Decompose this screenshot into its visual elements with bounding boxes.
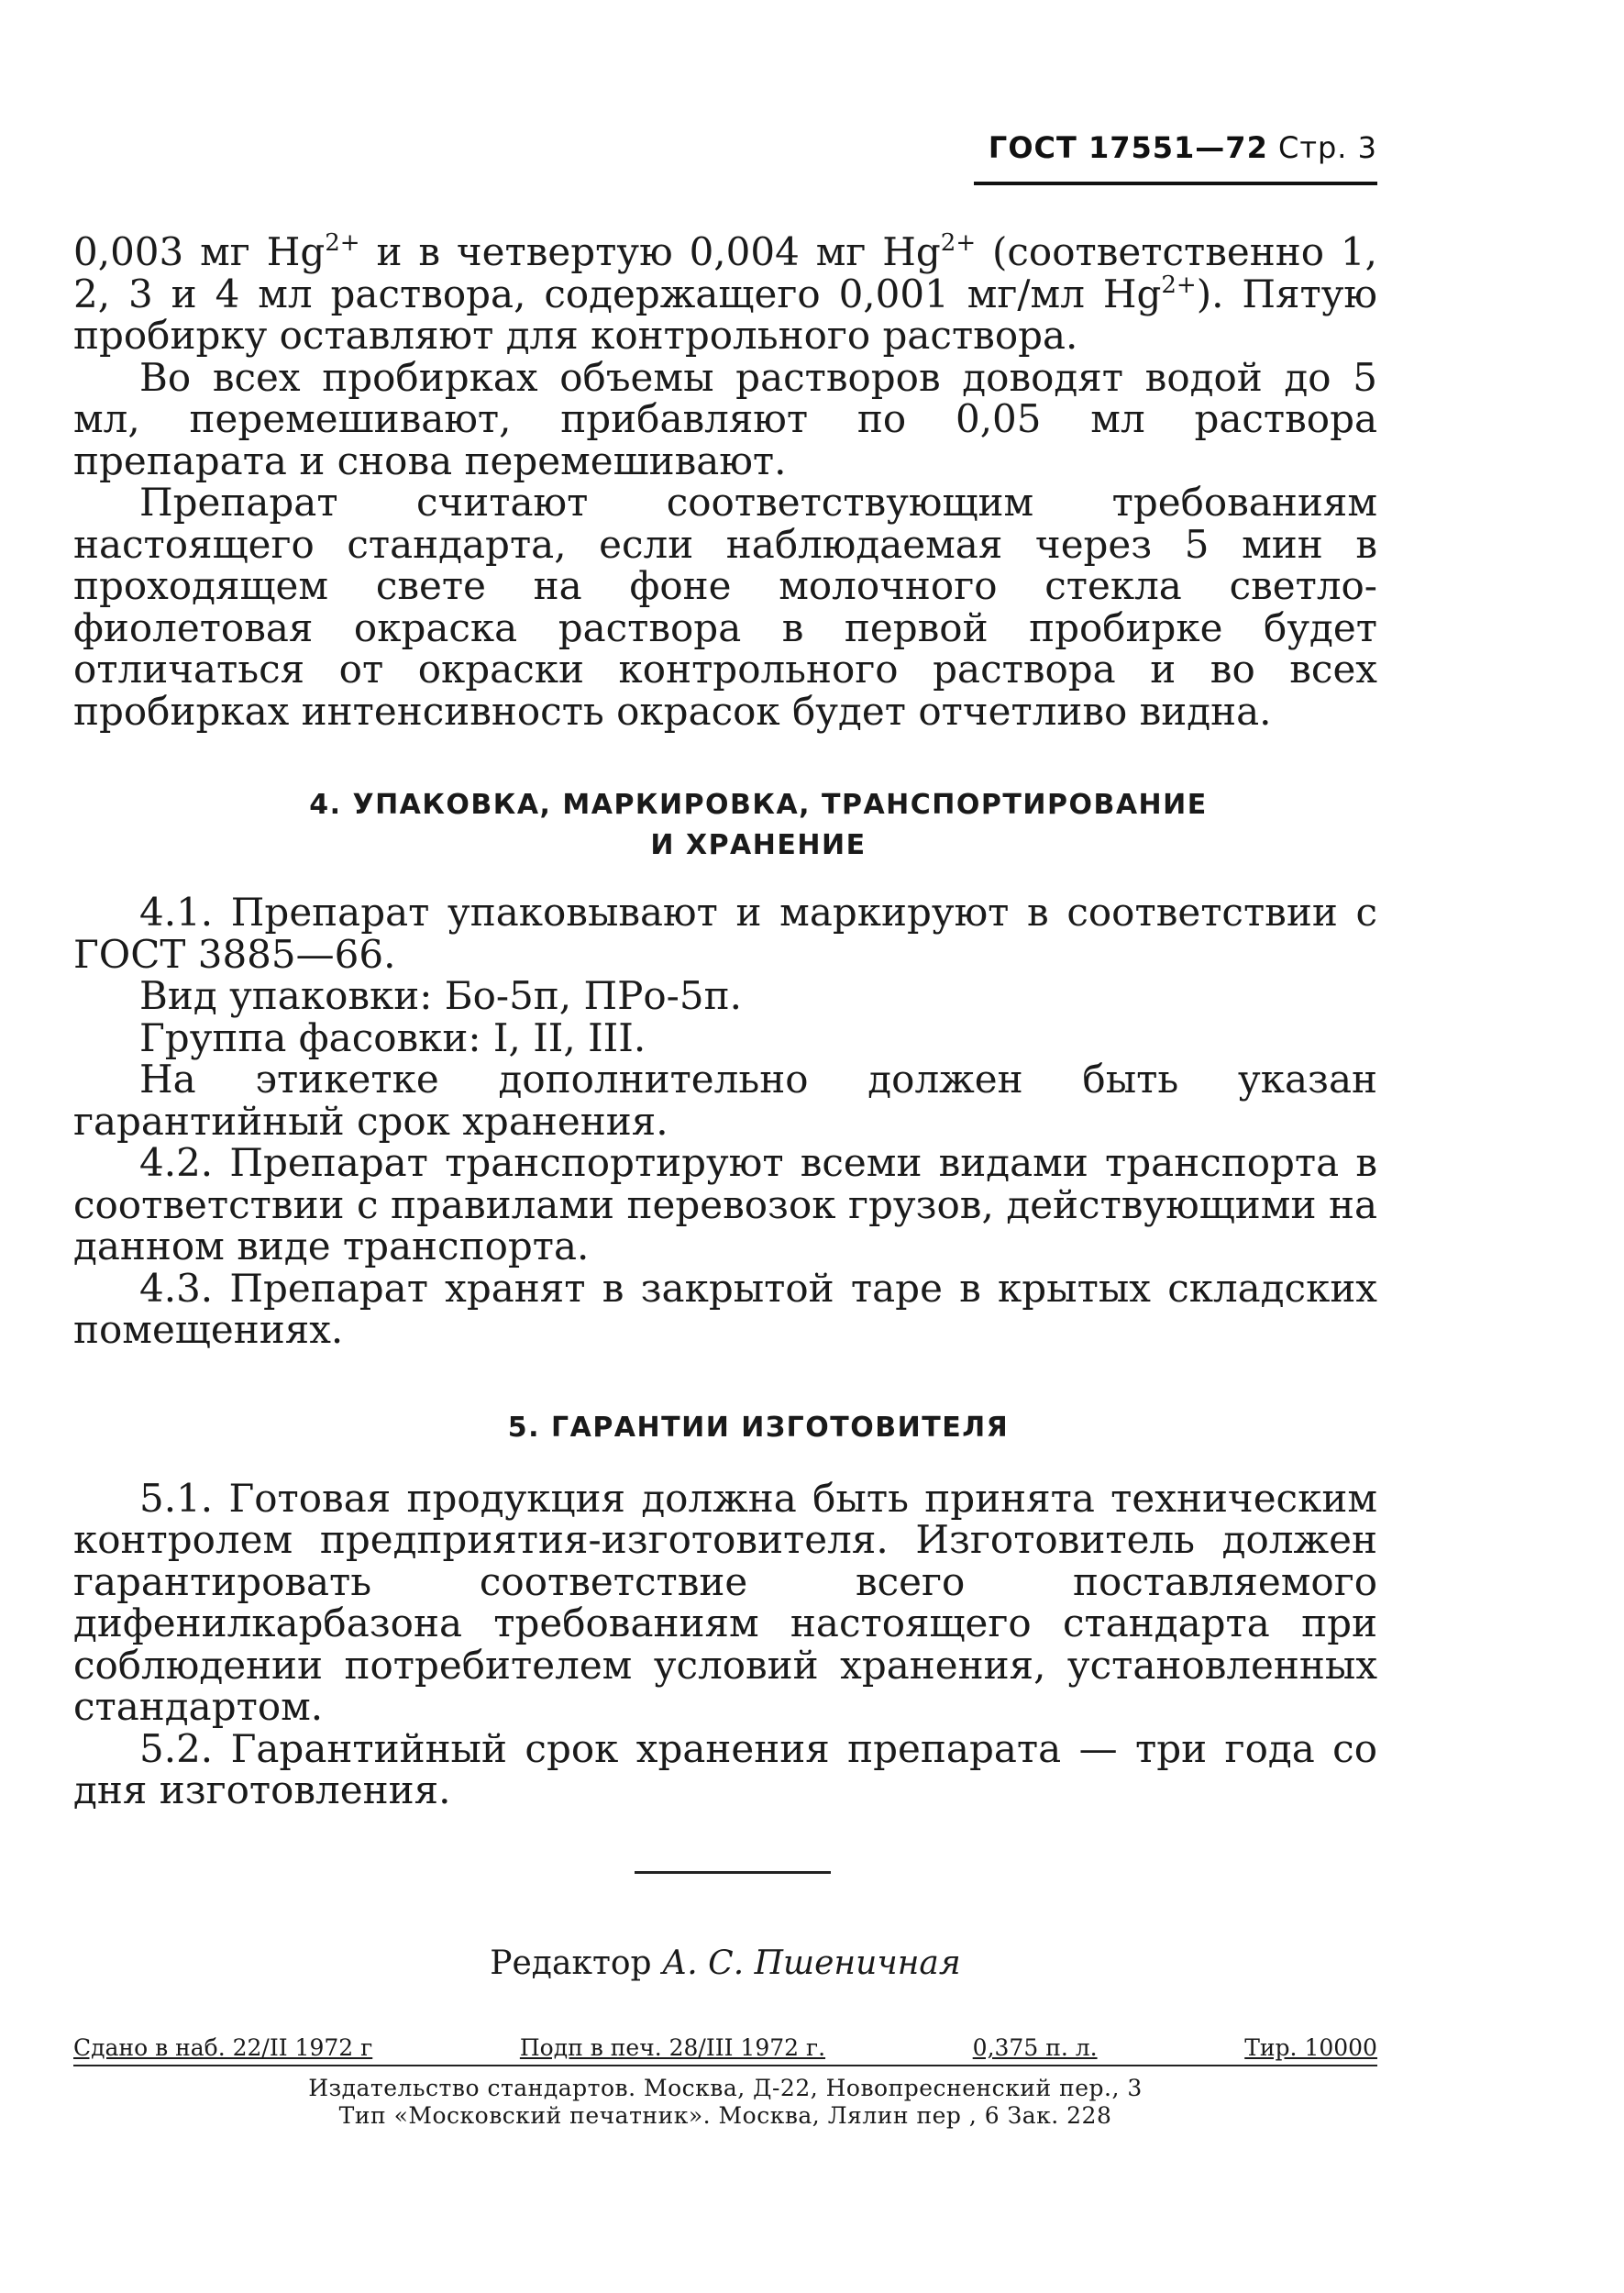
imprint-print-run: Тир. 10000 bbox=[1244, 2034, 1377, 2061]
section-4-paragraph-2: Вид упаковки: Бо-5п, ПРо-5п. bbox=[139, 973, 742, 1018]
section-4-paragraph-6: 4.3. Препарат хранят в закрытой таре в крытых складских помещениях. bbox=[73, 1265, 1377, 1352]
page-header bbox=[974, 130, 1377, 165]
editor-name: А. С. Пшеничная bbox=[662, 1944, 961, 1982]
intro-paragraph-3: Препарат считают соответствующим требованиям настоящего стандарта, если наблюдаемая через 5 мин в проходящем свете на фоне молочного стекла светло-фиолетовая окраска раствора в первой пробирке будет отличаться от окраски контрольного раствора и во всех пробирках интенсивность окрасок будет отчетливо видна. bbox=[73, 480, 1377, 734]
section-4-title-line1: 4. УПАКОВКА, МАРКИРОВКА, ТРАНСПОРТИРОВАНИЕ bbox=[309, 789, 1208, 821]
body-text bbox=[73, 231, 1377, 1811]
publisher-info bbox=[73, 2075, 1377, 2130]
separator-rule bbox=[635, 1871, 831, 1874]
section-4-paragraph-3: Группа фасовки: I, II, III. bbox=[139, 1014, 646, 1060]
section-4-paragraph-1: 4.1. Препарат упаковывают и маркируют в соответствии с ГОСТ 3885—66. bbox=[73, 890, 1377, 977]
document-page bbox=[73, 0, 1377, 2293]
imprint-row bbox=[73, 2034, 1377, 2066]
publisher-line-2: Тип «Московский печатник». Москва, Лялин пер , 6 Зак. 228 bbox=[338, 2102, 1112, 2129]
section-5-title: 5. ГАРАНТИИ ИЗГОТОВИТЕЛЯ bbox=[507, 1411, 1010, 1444]
editor-line bbox=[73, 1944, 1377, 1982]
section-4-heading bbox=[73, 785, 1377, 866]
imprint-submitted: Сдано в наб. 22/II 1972 г bbox=[73, 2034, 373, 2061]
imprint-signed: Подп в печ. 28/III 1972 г. bbox=[519, 2034, 826, 2061]
section-4-paragraph-4: На этикетке дополнительно должен быть указан гарантийный срок хранения. bbox=[73, 1057, 1377, 1144]
page-number: Стр. 3 bbox=[1278, 130, 1377, 165]
intro-paragraph-2: Во всех пробирках объемы растворов доводят водой до 5 мл, перемешивают, прибавляют по 0,05 мл раствора препарата и снова перемешивают. bbox=[73, 354, 1377, 483]
editor-label: Редактор bbox=[490, 1944, 652, 1982]
section-5-paragraph-2: 5.2. Гарантийный срок хранения препарата — три года со дня изготовления. bbox=[73, 1725, 1377, 1812]
section-5-paragraph-1: 5.1. Готовая продукция должна быть принята техническим контролем предприятия-изготовителя. Изготовитель должен гарантировать соответствие всего поставляемого дифенилкарбазона требованиям настоящего стандарта при соблюдении потребителем условий хранения, установленных стандартом. bbox=[73, 1475, 1377, 1729]
intro-paragraph-1: 0,003 мг $Hg^{2+}$ и в четвертую 0,004 мг $Hg^{2+}$ (соответственно 1, 2, 3 и 4 мл раствора, содержащего 0,001 мг/мл $Hg^{2+}$). Пятую пробирку оставляют для контрольного раствора. bbox=[73, 229, 1377, 358]
header-rule bbox=[974, 182, 1377, 185]
section-4-paragraph-5: 4.2. Препарат транспортируют всеми видами транспорта в соответствии с правилами перевозок грузов, действующими на данном виде транспорта. bbox=[73, 1140, 1377, 1268]
standard-number: ГОСТ 17551—72 bbox=[988, 130, 1268, 165]
section-4-title-line2: И ХРАНЕНИЕ bbox=[650, 829, 867, 861]
publisher-line-1: Издательство стандартов. Москва, Д-22, Новопресненский пер., 3 bbox=[308, 2075, 1143, 2101]
section-5-heading bbox=[73, 1408, 1377, 1448]
imprint-sheets: 0,375 п. л. bbox=[972, 2034, 1098, 2061]
